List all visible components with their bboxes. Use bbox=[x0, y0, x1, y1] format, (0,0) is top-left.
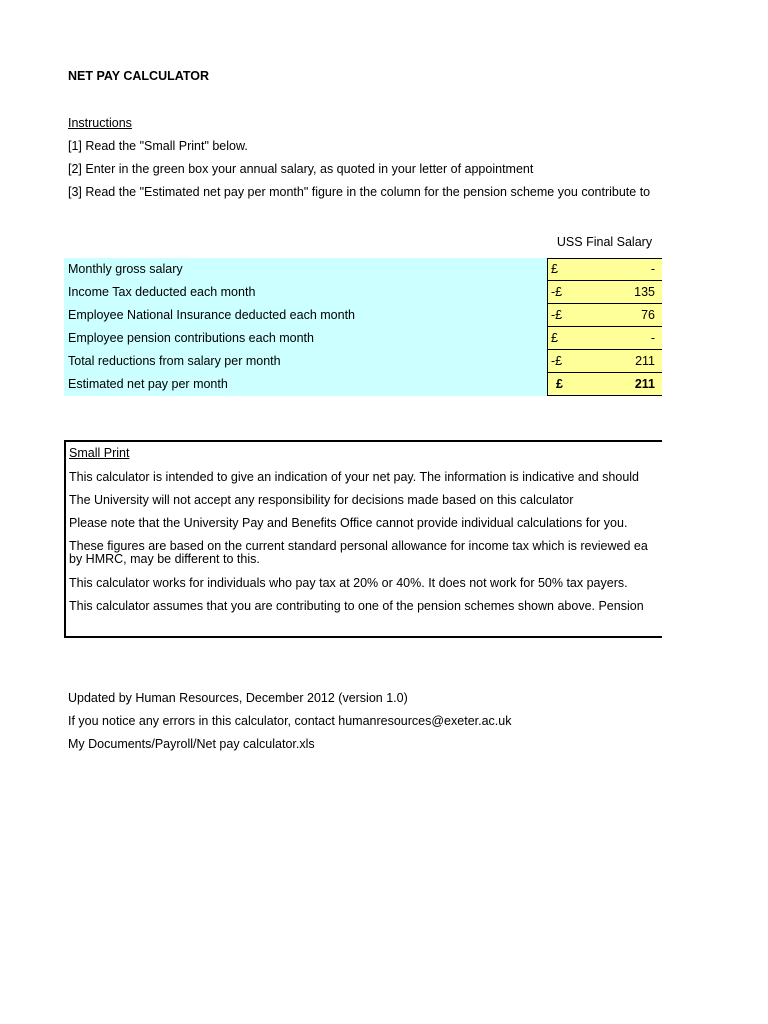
instruction-step-2: [2] Enter in the green box your annual salary, as quoted in your letter of appointment bbox=[68, 162, 534, 176]
updated-note: Updated by Human Resources, December 2012 (version 1.0) bbox=[68, 691, 408, 705]
row-label: Monthly gross salary bbox=[64, 258, 547, 281]
calculator-table bbox=[64, 258, 662, 396]
cell-value: 211 bbox=[634, 377, 655, 391]
cell-value: 135 bbox=[634, 285, 655, 299]
currency-symbol: £ bbox=[551, 331, 558, 345]
instructions-heading: Instructions bbox=[68, 116, 132, 130]
row-label: Estimated net pay per month bbox=[64, 373, 547, 396]
cell-value: - bbox=[650, 331, 655, 345]
currency-symbol: -£ bbox=[551, 285, 563, 299]
cell-value: - bbox=[650, 262, 655, 276]
contact-note: If you notice any errors in this calculator, contact humanresources@exeter.ac.uk bbox=[68, 714, 512, 728]
small-print-line: Please note that the University Pay and Benefits Office cannot provide individual calculations for you. bbox=[69, 516, 628, 530]
small-print-line: This calculator is intended to give an indication of your net pay. The information is indicative and should bbox=[69, 470, 640, 484]
row-label: Total reductions from salary per month bbox=[64, 350, 547, 373]
instruction-step-1: [1] Read the "Small Print" below. bbox=[68, 139, 248, 153]
value-cell[interactable] bbox=[547, 304, 662, 327]
row-label: Employee National Insurance deducted each month bbox=[64, 304, 547, 327]
row-pension-contributions bbox=[64, 327, 662, 350]
small-print-line: by HMRC, may be different to this. bbox=[69, 552, 260, 566]
small-print-line: These figures are based on the current standard personal allowance for income tax which is reviewed ea bbox=[69, 539, 648, 553]
instruction-step-3: [3] Read the "Estimated net pay per month" figure in the column for the pension scheme you contribute to bbox=[68, 185, 651, 199]
small-print-box bbox=[64, 440, 662, 638]
page-title: NET PAY CALCULATOR bbox=[68, 69, 209, 83]
small-print-line: This calculator works for individuals who pay tax at 20% or 40%. It does not work for 50% tax payers. bbox=[69, 576, 628, 590]
value-cell[interactable] bbox=[547, 327, 662, 350]
value-cell[interactable] bbox=[547, 281, 662, 304]
value-cell[interactable] bbox=[547, 258, 662, 281]
small-print-line: This calculator assumes that you are contributing to one of the pension schemes shown above. Pension bbox=[69, 599, 644, 613]
pension-scheme-column-header: USS Final Salary bbox=[556, 235, 653, 249]
row-label: Income Tax deducted each month bbox=[64, 281, 547, 304]
currency-symbol: -£ bbox=[551, 308, 563, 322]
cell-value: 76 bbox=[641, 308, 655, 322]
row-label: Employee pension contributions each month bbox=[64, 327, 547, 350]
value-cell[interactable] bbox=[547, 373, 662, 396]
row-estimated-net-pay bbox=[64, 373, 662, 396]
row-monthly-gross-salary bbox=[64, 258, 662, 281]
row-income-tax bbox=[64, 281, 662, 304]
row-total-reductions bbox=[64, 350, 662, 373]
file-path: My Documents/Payroll/Net pay calculator.xls bbox=[68, 737, 315, 751]
currency-symbol: -£ bbox=[551, 354, 563, 368]
row-national-insurance bbox=[64, 304, 662, 327]
currency-symbol: £ bbox=[551, 262, 558, 276]
currency-symbol: £ bbox=[556, 377, 563, 391]
cell-value: 211 bbox=[635, 354, 655, 368]
small-print-heading: Small Print bbox=[69, 446, 130, 460]
value-cell[interactable] bbox=[547, 350, 662, 373]
small-print-line: The University will not accept any responsibility for decisions made based on this calculator bbox=[69, 493, 574, 507]
